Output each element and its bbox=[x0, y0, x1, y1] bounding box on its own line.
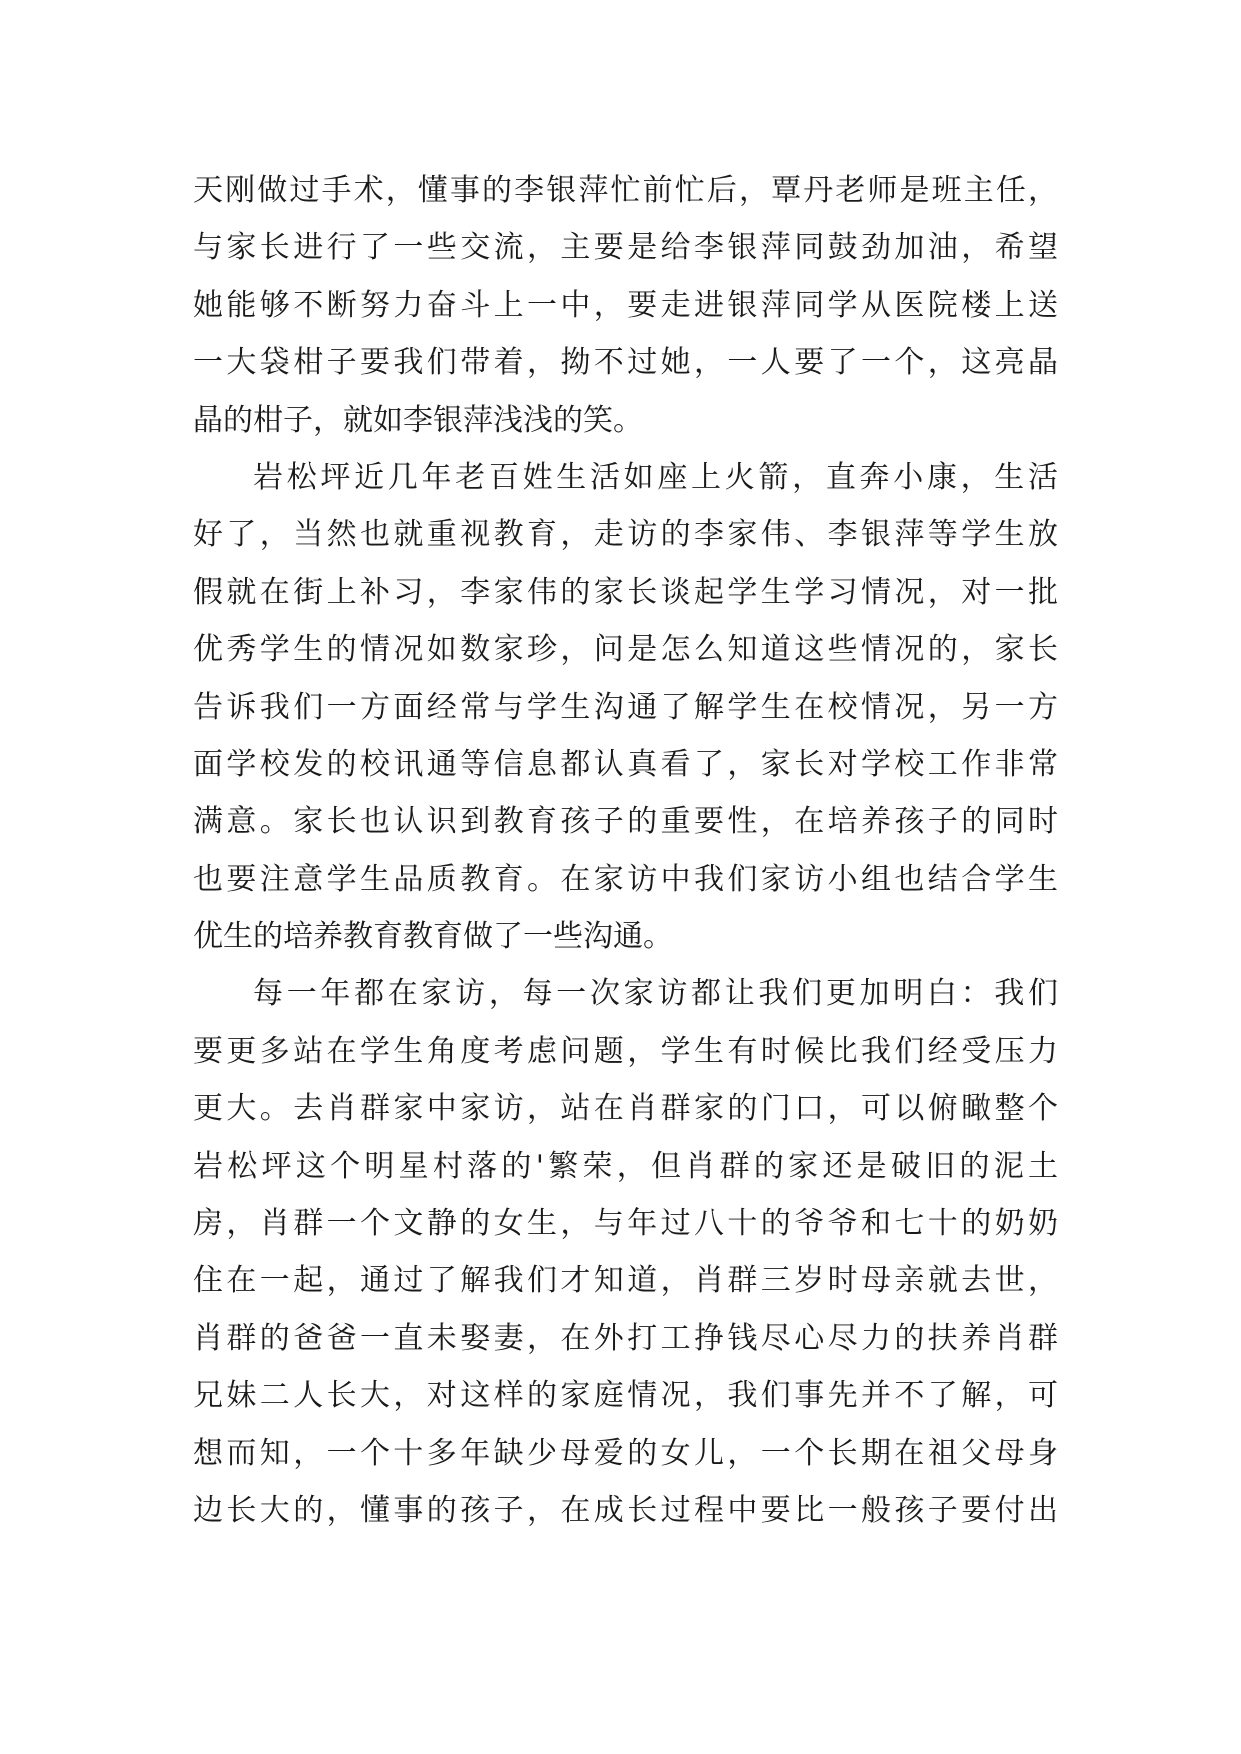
text-line: 要更多站在学生角度考虑问题，学生有时候比我们经受压力 bbox=[193, 1033, 1058, 1069]
paragraph-2 bbox=[193, 449, 1058, 966]
text-line: 每一年都在家访，每一次家访都让我们更加明白：我们 bbox=[253, 976, 1058, 1012]
text-line: 房，肖群一个文静的女生，与年过八十的爷爷和七十的奶奶 bbox=[193, 1206, 1058, 1242]
text-line: 优秀学生的情况如数家珍，问是怎么知道这些情况的，家长 bbox=[193, 632, 1058, 668]
text-line: 兄妹二人长大，对这样的家庭情况，我们事先并不了解，可 bbox=[193, 1378, 1058, 1414]
text-line: 更大。去肖群家中家访，站在肖群家的门口，可以俯瞰整个 bbox=[193, 1091, 1058, 1127]
text-line: 告诉我们一方面经常与学生沟通了解学生在校情况，另一方 bbox=[193, 689, 1058, 725]
text-line: 与家长进行了一些交流，主要是给李银萍同鼓劲加油，希望 bbox=[193, 230, 1058, 266]
text-line: 面学校发的校讯通等信息都认真看了，家长对学校工作非常 bbox=[193, 746, 1058, 782]
text-line: 也要注意学生品质教育。在家访中我们家访小组也结合学生 bbox=[193, 861, 1058, 897]
text-line: 岩松坪近几年老百姓生活如座上火箭，直奔小康，生活 bbox=[253, 459, 1058, 495]
text-line: 肖群的爸爸一直未娶妻，在外打工挣钱尽心尽力的扶养肖群 bbox=[193, 1320, 1058, 1356]
text-line: 她能够不断努力奋斗上一中，要走进银萍同学从医院楼上送 bbox=[193, 287, 1058, 323]
text-line: 好了，当然也就重视教育，走访的李家伟、李银萍等学生放 bbox=[193, 517, 1058, 553]
text-line: 天刚做过手术，懂事的李银萍忙前忙后，覃丹老师是班主任， bbox=[193, 173, 1058, 208]
document-page bbox=[193, 162, 1058, 1539]
text-line: 岩松坪这个明星村落的'繁荣，但肖群的家还是破旧的泥土 bbox=[193, 1148, 1058, 1184]
text-line: 住在一起，通过了解我们才知道，肖群三岁时母亲就去世， bbox=[193, 1263, 1058, 1299]
text-line: 满意。家长也认识到教育孩子的重要性，在培养孩子的同时 bbox=[193, 804, 1058, 840]
text-line: 想而知，一个十多年缺少母爱的女儿，一个长期在祖父母身 bbox=[193, 1435, 1058, 1471]
text-line: 晶的柑子，就如李银萍浅浅的笑。 bbox=[193, 402, 643, 438]
text-line: 优生的培养教育教育做了一些沟通。 bbox=[193, 919, 673, 955]
text-line: 边长大的，懂事的孩子，在成长过程中要比一般孩子要付出 bbox=[193, 1492, 1058, 1528]
text-line: 一大袋柑子要我们带着，拗不过她，一人要了一个，这亮晶 bbox=[193, 345, 1058, 381]
text-line: 假就在街上补习，李家伟的家长谈起学生学习情况，对一批 bbox=[193, 574, 1058, 610]
paragraph-1 bbox=[193, 162, 1058, 449]
paragraph-3 bbox=[193, 965, 1058, 1539]
